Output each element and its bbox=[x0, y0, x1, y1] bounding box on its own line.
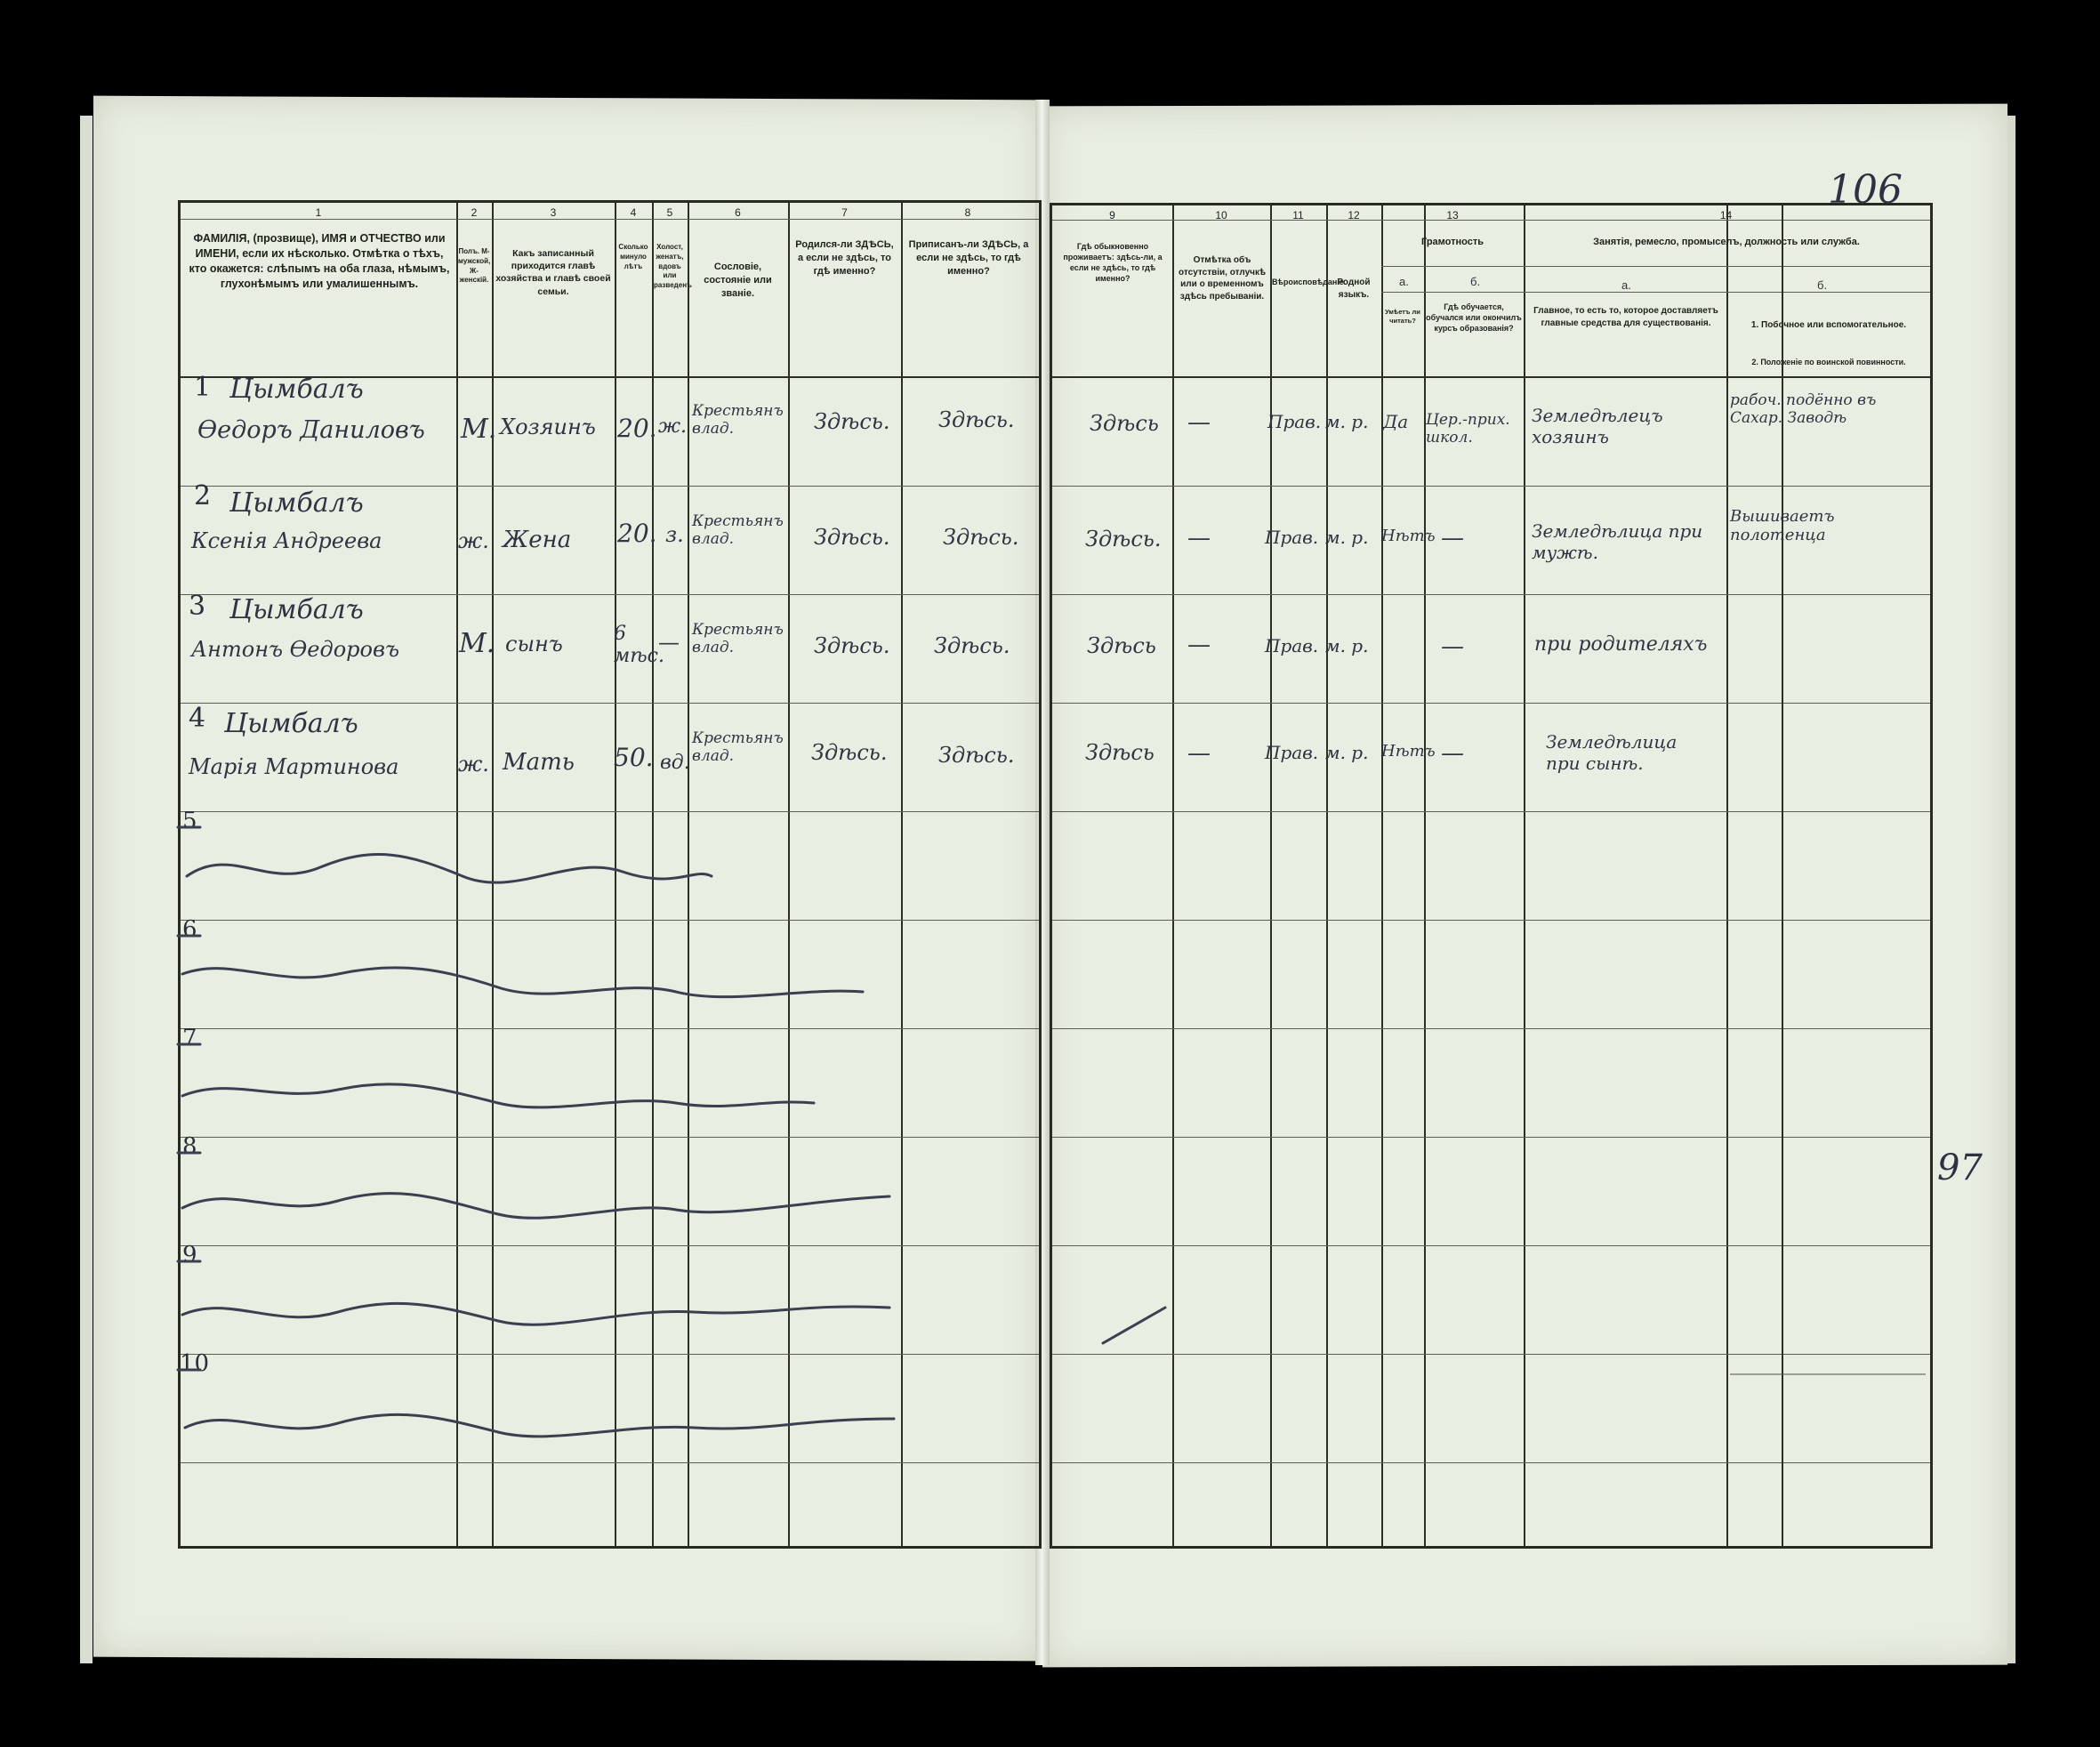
row-registered: Здѣсь. bbox=[943, 525, 1019, 550]
row-absence: — bbox=[1187, 740, 1211, 767]
row-registered: Здѣсь. bbox=[938, 407, 1015, 432]
row-relation: Жена bbox=[503, 527, 572, 553]
row-relation: сынъ bbox=[505, 632, 563, 656]
row-literate: Нѣтъ bbox=[1381, 527, 1436, 545]
row-number: 8 bbox=[182, 1133, 197, 1160]
row-sex: ж. bbox=[458, 752, 489, 777]
row-given-name: Антонъ Өедоровъ bbox=[191, 637, 399, 662]
sub-b: б. bbox=[1470, 275, 1481, 288]
col-number: 5 bbox=[666, 206, 673, 219]
row-surname: Цымбалъ bbox=[229, 487, 364, 519]
row-age: 20. bbox=[617, 414, 657, 443]
header-faith: Вѣроисповѣданіе. bbox=[1272, 278, 1347, 286]
row-number: 6 bbox=[182, 916, 197, 943]
row-age: 50. bbox=[614, 743, 654, 772]
header-main-occupation: Главное, то есть то, которое доставляетъ главные средства для существованія. bbox=[1533, 306, 1718, 328]
row-given-name: Ксенія Андреева bbox=[191, 528, 382, 553]
row-faith: Прав. bbox=[1265, 635, 1319, 656]
row-born: Здѣсь. bbox=[814, 633, 890, 658]
row-main-occupation: при родителяхъ bbox=[1534, 633, 1708, 656]
col-number: 13 bbox=[1446, 209, 1459, 221]
row-main-occupation: Земледѣлецъ хозяинъ bbox=[1532, 405, 1663, 447]
sub-b: б. bbox=[1817, 278, 1828, 292]
margin-number: 97 bbox=[1937, 1147, 1983, 1188]
col-number: 12 bbox=[1348, 209, 1360, 221]
header-marital: Холост, женатъ, вдовъ или разведенъ bbox=[654, 243, 692, 290]
col-number: 10 bbox=[1215, 209, 1227, 221]
row-residence: Здѣсь. bbox=[1085, 527, 1162, 551]
row-number: 4 bbox=[189, 703, 206, 734]
sub-a: а. bbox=[1621, 278, 1631, 292]
row-literate: Нѣтъ bbox=[1381, 742, 1436, 761]
row-education: — bbox=[1441, 525, 1464, 551]
row-number: 9 bbox=[182, 1242, 197, 1268]
row-estate: Крестьянъ влад. bbox=[692, 512, 784, 548]
header-absence: Отмѣтка объ отсутствіи, отлучкѣ или о временномъ здѣсь пребываніи. bbox=[1179, 255, 1266, 302]
col-number: 3 bbox=[550, 206, 557, 219]
row-registered: Здѣсь. bbox=[938, 743, 1015, 768]
row-number: 5 bbox=[182, 808, 197, 834]
col-number: 4 bbox=[630, 206, 637, 219]
row-faith: Прав. bbox=[1267, 411, 1322, 432]
header-literacy: Грамотность bbox=[1421, 237, 1484, 247]
header-estate: Сословіе, состояніе или званіе. bbox=[704, 262, 772, 299]
header-name: ФАМИЛІЯ, (прозвище), ИМЯ и ОТЧЕСТВО или ИМЕНИ, если их нѣсколько. Отмѣтка о тѣхъ, кто окажется: слѣпымъ на оба глаза, нѣмымъ, глухонѣмымъ или умалишеннымъ. bbox=[189, 232, 450, 290]
row-marital: — bbox=[658, 630, 680, 655]
row-born: Здѣсь. bbox=[811, 740, 888, 765]
header-sex: Полъ. М-мужской, Ж-женскій. bbox=[458, 247, 491, 285]
header-education: Гдѣ обучается, обучался или окончилъ курсъ образованія? bbox=[1426, 302, 1522, 334]
header-military: 2. Положеніе по воинской повинности. bbox=[1751, 358, 1906, 366]
row-registered: Здѣсь. bbox=[934, 633, 1010, 658]
row-marital: вд. bbox=[660, 752, 690, 774]
row-born: Здѣсь. bbox=[814, 525, 890, 550]
row-sex: М. bbox=[459, 628, 495, 659]
page-number: 106 bbox=[1828, 167, 1903, 213]
col-number: 7 bbox=[841, 206, 848, 219]
row-estate: Крестьянъ влад. bbox=[692, 729, 784, 765]
row-language: м. р. bbox=[1325, 635, 1369, 656]
row-main-occupation: Земледѣлица при мужѣ. bbox=[1532, 520, 1703, 563]
header-residence: Гдѣ обыкновенно проживаетъ: здѣсь-ли, а если не здѣсь, то гдѣ именно? bbox=[1063, 242, 1163, 284]
row-absence: — bbox=[1187, 409, 1211, 436]
row-main-occupation: Земледѣлица при сынѣ. bbox=[1546, 731, 1678, 774]
row-estate: Крестьянъ влад. bbox=[692, 402, 784, 438]
row-faith: Прав. bbox=[1265, 742, 1319, 763]
row-residence: Здѣсь bbox=[1087, 633, 1156, 658]
row-surname: Цымбалъ bbox=[229, 594, 364, 625]
row-number: 1 bbox=[194, 372, 212, 403]
row-residence: Здѣсь bbox=[1090, 411, 1159, 436]
row-absence: — bbox=[1187, 525, 1211, 551]
row-number: 10 bbox=[180, 1350, 210, 1377]
row-education: — bbox=[1441, 740, 1464, 767]
row-number: 3 bbox=[189, 591, 206, 622]
col-number: 1 bbox=[315, 206, 322, 219]
row-relation: Хозяинъ bbox=[500, 415, 596, 439]
row-given-name: Марія Мартинова bbox=[189, 754, 399, 779]
sub-a: а. bbox=[1399, 275, 1409, 288]
row-side-occupation: рабоч. подённо въ Сахар. Заводѣ bbox=[1730, 391, 1877, 427]
row-absence: — bbox=[1187, 632, 1211, 658]
row-born: Здѣсь. bbox=[814, 409, 890, 434]
row-marital: з. bbox=[665, 522, 684, 547]
row-literate: Да bbox=[1383, 411, 1409, 432]
row-relation: Мать bbox=[503, 749, 575, 776]
header-born: Родился-ли ЗДѢСЬ, а если не здѣсь, то гдѣ именно? bbox=[795, 239, 894, 277]
row-number: 2 bbox=[194, 480, 212, 511]
header-registered: Приписанъ-ли ЗДѢСЬ, а если не здѣсь, то гдѣ именно? bbox=[908, 239, 1029, 277]
row-sex: М. bbox=[461, 414, 497, 445]
row-side-occupation: Вышиваетъ полотенца bbox=[1730, 507, 1835, 544]
row-age: 6 мѣс. bbox=[614, 623, 664, 667]
row-estate: Крестьянъ влад. bbox=[692, 621, 784, 656]
header-occupation: Занятія, ремесло, промыселъ, должность или служба. bbox=[1593, 237, 1860, 247]
row-surname: Цымбалъ bbox=[224, 708, 358, 739]
col-number: 9 bbox=[1109, 209, 1115, 221]
row-surname: Цымбалъ bbox=[229, 374, 364, 405]
header-age: Сколько минуло лѣтъ bbox=[618, 243, 648, 270]
row-marital: ж. bbox=[658, 415, 688, 438]
row-language: м. р. bbox=[1325, 527, 1369, 548]
col-number: 11 bbox=[1292, 209, 1304, 221]
col-number: 6 bbox=[735, 206, 741, 219]
header-side-occupation: 1. Побочное или вспомогательное. bbox=[1750, 320, 1907, 330]
header-relation: Какъ записанный приходится главѣ хозяйства и главѣ своей семьи. bbox=[495, 248, 611, 297]
row-number: 7 bbox=[182, 1025, 197, 1051]
row-language: м. р. bbox=[1325, 742, 1369, 763]
header-can-read: Умѣетъ ли читать? bbox=[1385, 308, 1420, 326]
row-education: Цер.-прих. школ. bbox=[1426, 411, 1510, 447]
col-number: 8 bbox=[964, 206, 971, 219]
col-number: 14 bbox=[1719, 209, 1733, 221]
row-sex: ж. bbox=[458, 528, 489, 553]
row-language: м. р. bbox=[1325, 411, 1369, 432]
row-residence: Здѣсь bbox=[1085, 740, 1155, 765]
row-faith: Прав. bbox=[1265, 527, 1319, 548]
row-given-name: Өедоръ Даниловъ bbox=[197, 416, 425, 444]
row-age: 20. bbox=[617, 519, 657, 548]
row-education: — bbox=[1441, 633, 1464, 660]
header-language: Родной языкъ. bbox=[1337, 278, 1371, 300]
col-number: 2 bbox=[471, 206, 478, 219]
